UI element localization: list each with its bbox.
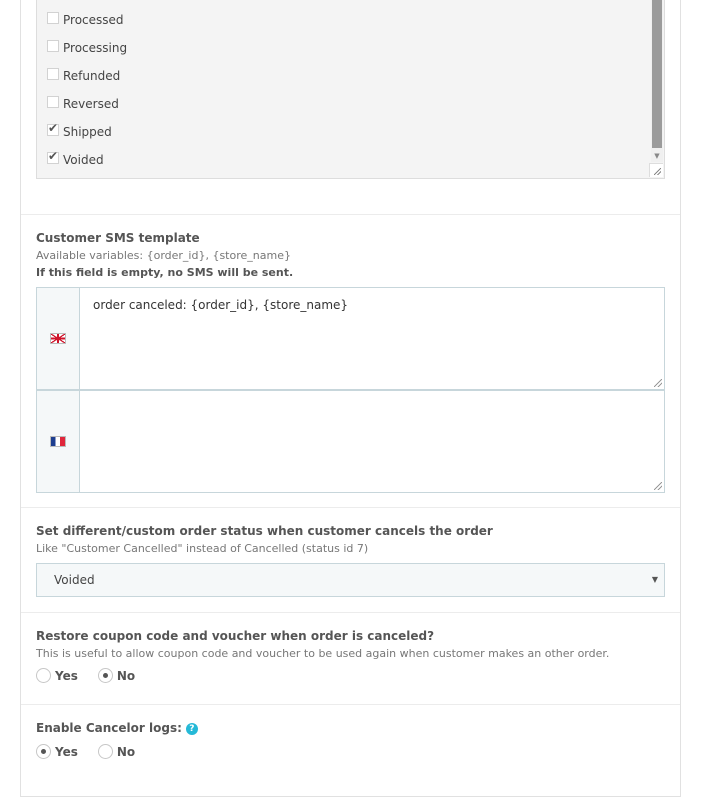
scrollbar-thumb[interactable] <box>652 0 662 148</box>
divider <box>21 704 680 705</box>
enable-logs-radio-group <box>36 744 155 759</box>
radio-label[interactable]: No <box>116 744 136 759</box>
restore-coupon-no-radio[interactable] <box>98 668 113 683</box>
status-label: Voided <box>63 153 104 167</box>
sms-template-en-textarea[interactable] <box>80 288 664 389</box>
status-checkbox[interactable] <box>47 40 59 52</box>
status-label: Refunded <box>63 69 121 83</box>
status-item-processing[interactable] <box>47 38 127 58</box>
sms-template-fr <box>36 390 665 493</box>
status-item-shipped[interactable] <box>47 122 112 142</box>
enable-logs-label-text: Enable Cancelor logs: <box>36 721 182 735</box>
divider <box>21 612 680 613</box>
sms-template-warning: If this field is empty, no SMS will be sent. <box>36 266 294 279</box>
custom-status-label: Set different/custom order status when customer cancels the order <box>36 524 493 538</box>
enable-logs-label <box>36 721 198 735</box>
status-item-reversed[interactable] <box>47 94 119 114</box>
status-item-processed[interactable] <box>47 10 124 30</box>
status-checkbox-checked[interactable] <box>47 152 59 164</box>
status-item-voided[interactable] <box>47 150 104 170</box>
status-label: Processing <box>63 41 128 55</box>
status-checkbox[interactable] <box>47 12 59 24</box>
enable-logs-no-radio[interactable] <box>98 744 113 759</box>
restore-coupon-hint: This is useful to allow coupon code and voucher to be used again when customer makes an other order. <box>36 647 610 660</box>
status-label: Shipped <box>63 125 112 139</box>
order-status-list[interactable] <box>36 0 665 179</box>
status-label: Processed <box>63 13 124 27</box>
textarea-resize-icon[interactable] <box>654 482 662 490</box>
custom-status-selected: Voided <box>54 573 95 587</box>
fr-flag-icon <box>50 436 66 447</box>
textarea-resize-icon[interactable] <box>654 379 662 387</box>
divider <box>21 214 680 215</box>
restore-coupon-yes-radio[interactable] <box>36 668 51 683</box>
status-item-refunded[interactable] <box>47 66 120 86</box>
status-checkbox[interactable] <box>47 96 59 108</box>
scroll-down-arrow-icon[interactable]: ▼ <box>654 152 660 160</box>
language-flag-cell <box>37 391 80 492</box>
sms-template-label: Customer SMS template <box>36 231 200 245</box>
resize-grip-icon[interactable] <box>649 163 663 177</box>
status-list-scrollbar[interactable] <box>651 0 663 162</box>
sms-template-hint: Available variables: {order_id}, {store_name} <box>36 249 291 262</box>
status-label: Reversed <box>63 97 119 111</box>
radio-label[interactable]: Yes <box>55 668 78 683</box>
restore-coupon-label: Restore coupon code and voucher when order is canceled? <box>36 629 435 643</box>
divider <box>21 507 680 508</box>
help-icon[interactable]: ? <box>186 723 198 735</box>
restore-coupon-radio-group <box>36 668 155 683</box>
gb-flag-icon <box>50 333 66 344</box>
status-checkbox-checked[interactable] <box>47 124 59 136</box>
custom-status-select[interactable] <box>36 563 665 597</box>
enable-logs-yes-radio[interactable] <box>36 744 51 759</box>
caret-down-icon: ▼ <box>651 575 658 584</box>
sms-template-fr-textarea[interactable] <box>80 391 664 492</box>
language-flag-cell <box>37 288 80 389</box>
radio-label[interactable]: Yes <box>55 744 78 759</box>
sms-template-en <box>36 287 665 390</box>
custom-status-hint: Like "Customer Cancelled" instead of Cancelled (status id 7) <box>36 542 369 555</box>
status-checkbox[interactable] <box>47 68 59 80</box>
radio-label[interactable]: No <box>116 668 136 683</box>
